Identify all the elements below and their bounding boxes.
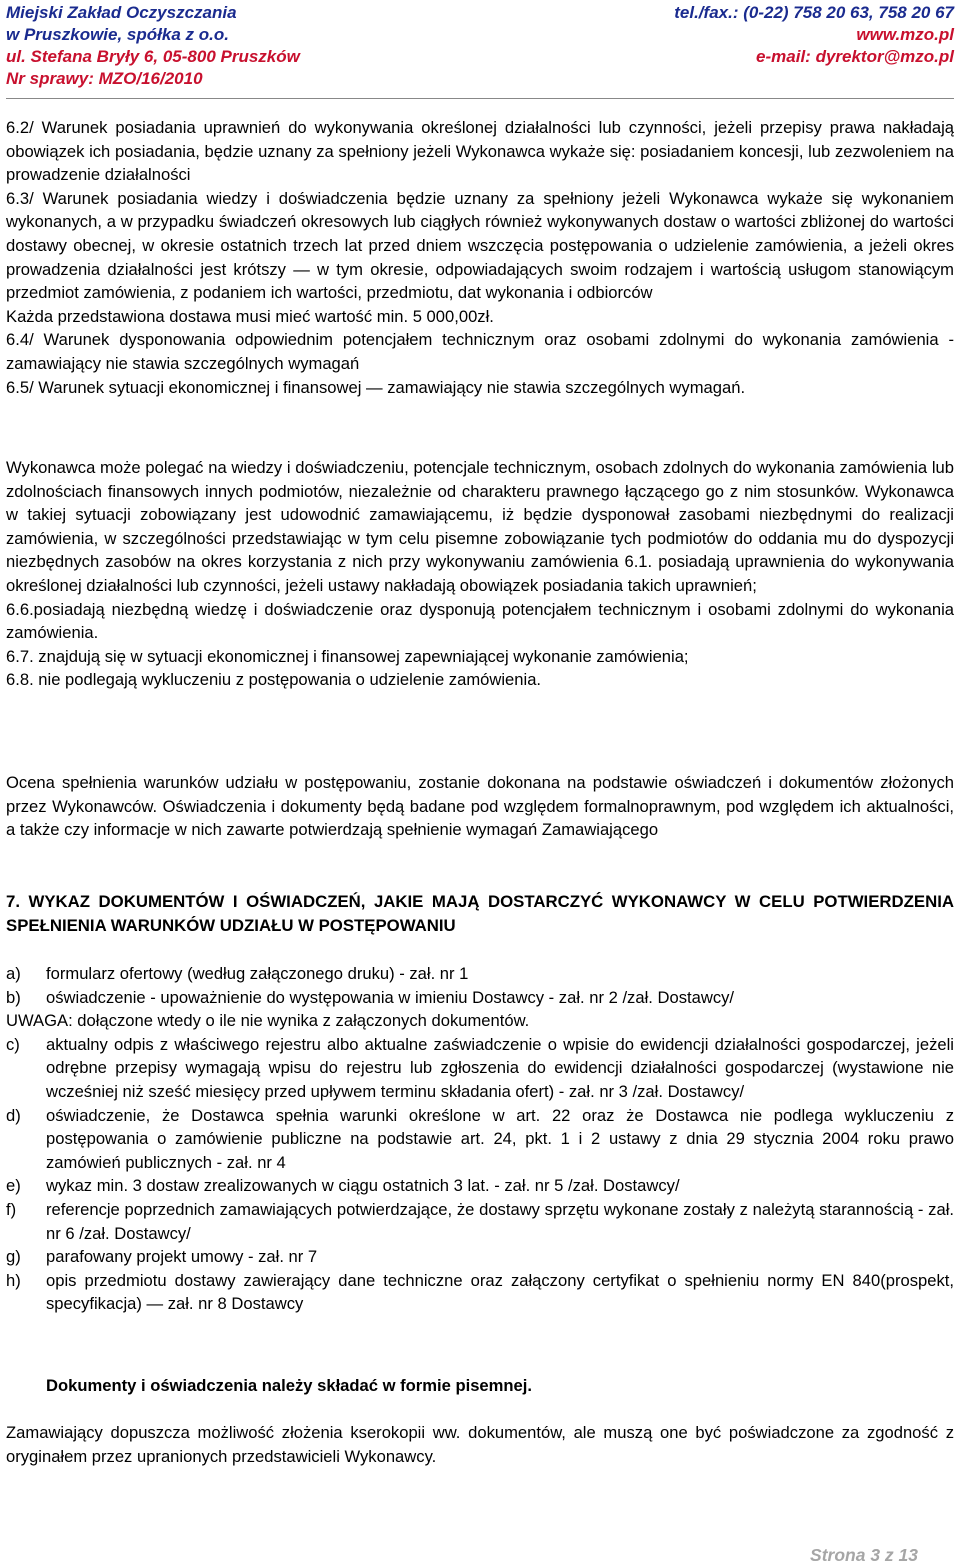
list-item-a	[6, 962, 954, 986]
written-form-text: Dokumenty i oświadczenia należy składać w formie pisemnej.	[46, 1376, 532, 1395]
documents-list	[6, 962, 954, 1316]
paragraph-6-2: 6.2/ Warunek posiadania uprawnień do wykonywania określonej działalności lub czynności, jeżeli przepisy prawa nakładają obowiązek ich posiadania, będzie uznany za spełniony jeżeli Wykonawca wykaże się: posiadaniem koncesji, lub zezwoleniem na prowadzenie działalności	[6, 118, 954, 185]
list-item-d	[6, 1104, 954, 1175]
list-item-g	[6, 1245, 954, 1269]
list-text: oświadczenie - upoważnienie do występowania w imieniu Dostawcy - zał. nr 2 /zał. Dostawcy/	[46, 987, 735, 1007]
list-text: opis przedmiotu dostawy zawierający dane techniczne oraz załączony certyfikat o spełnieniu normy EN 840(prospekt, specyfikacja) — zał. nr 8 Dostawcy	[46, 1270, 954, 1314]
section-7	[6, 890, 954, 937]
list-label: a)	[6, 964, 21, 983]
uwaga-note: UWAGA: dołączone wtedy o ile nie wynika z załączonych dokumentów.	[6, 1011, 530, 1031]
list-item-f	[6, 1198, 954, 1245]
paragraph-6-3: 6.3/ Warunek posiadania wiedzy i doświadczenia będzie uznany za spełniony jeżeli Wykonawca wykaże się wykonaniem wykonanych, a w przypadku świadczeń okresowych lub ciągłych również wykonywanych dostaw o wartości zbliżonej do wartości dostawy obecnej, w okresie ostatnich trzech lat przed dniem wszczęcia postępowania o udzielenie zamówienia, a jeżeli okres prowadzenia działalności jest krótszy — w tym okresie, odpowiadających swoim rodzajem i wartością usługom stanowiącym przedmiot zamówienia, z podaniem ich wartości, przedmiotu, dat wykonania i odbiorców	[6, 188, 954, 303]
section-7-heading: 7. WYKAZ DOKUMENTÓW I OŚWIADCZEŃ, JAKIE MAJĄ DOSTARCZYĆ WYKONAWCY W CELU POTWIERDZENIA SPEŁNIENIA WARUNKÓW UDZIAŁU W POSTĘPOWANIU	[6, 892, 954, 935]
list-text: wykaz min. 3 dostaw zrealizowanych w ciągu ostatnich 3 lat. - zał. nr 5 /zał. Dostawcy/	[46, 1176, 680, 1196]
written-form-note	[46, 1374, 954, 1398]
document-body	[6, 116, 954, 399]
list-text: parafowany projekt umowy - zał. nr 7	[46, 1247, 318, 1267]
list-item-h	[6, 1269, 954, 1316]
paragraph-resources: Wykonawca może polegać na wiedzy i doświadczeniu, potencjale technicznym, osobach zdolnych do wykonania zamówienia lub zdolnościach finansowych innych podmiotów, niezależnie od charakteru prawnego łączącego go z nim stosunków. Wykonawca w takiej sytuacji zobowiązany jest udowodnić zamawiającemu, iż będzie dysponował zasobami niezbędnymi do realizacji zamówienia, w szczególności przedstawiając w tym celu pisemne zobowiązanie tych podmiotów do oddania mu do dyspozycji niezbędnych zasobów na okres korzystania z nich przy wykonywaniu zamówienia 6.1. posiadają uprawnienia do wykonywania określonej działalności lub czynności, jeżeli ustawy nakładają obowiązek posiadania takich uprawnień;	[6, 458, 954, 595]
list-label: d)	[6, 1105, 21, 1125]
list-label: h)	[6, 1270, 21, 1290]
list-label: e)	[6, 1176, 21, 1196]
website-link[interactable]: www.mzo.pl	[856, 25, 954, 44]
document-body-3	[6, 771, 954, 842]
email-link[interactable]: e-mail: dyrektor@mzo.pl	[756, 47, 954, 66]
list-text: aktualny odpis z właściwego rejestru albo aktualne zaświadczenie o wpisie do ewidencji działalności gospodarczej, jeżeli odrębne przepisy wymagają wpisu do rejestru lub zgłoszenia do ewidencji działalności gospodarczej (wystawione nie wcześniej niż sześć miesięcy przed upływem terminu składania ofert) - zał. nr 3 /zał. Dostawcy/	[46, 1034, 954, 1101]
document-body-2	[6, 456, 954, 692]
list-item-c	[6, 1033, 954, 1104]
case-number: Nr sprawy: MZO/16/2010	[6, 69, 203, 88]
list-label: c)	[6, 1034, 20, 1054]
list-item-b	[6, 986, 954, 1010]
company-address: ul. Stefana Bryły 6, 05-800 Pruszków	[6, 47, 300, 66]
paragraph-6-3-min-value: Każda przedstawiona dostawa musi mieć wartość min. 5 000,00zł.	[6, 306, 494, 326]
paragraph-evaluation: Ocena spełnienia warunków udziału w postępowaniu, zostanie dokonana na podstawie oświadczeń i dokumentów złożonych przez Wykonawców. Oświadczenia i dokumenty będą badane pod względem formalnoprawnym, pod względem ich aktualności, a także czy informacje w nich zawarte potwierdzają spełnienie wymagań Zamawiającego	[6, 773, 954, 840]
list-text: formularz ofertowy (według załączonego druku) - zał. nr 1	[46, 964, 469, 983]
list-label: b)	[6, 987, 21, 1007]
paragraph-6-7: 6.7. znajdują się w sytuacji ekonomicznej i finansowej zapewniającej wykonanie zamówienia;	[6, 646, 689, 666]
page-number: Strona 3 z 13	[810, 1545, 918, 1565]
paragraph-copies: Zamawiający dopuszcza możliwość złożenia kserokopii ww. dokumentów, ale muszą one być poświadczone za zgodność z oryginałem przez upranionych przedstawicieli Wykonawcy.	[6, 1423, 954, 1466]
phone-fax: tel./fax.: (0-22) 758 20 63, 758 20 67	[674, 3, 954, 22]
company-city: w Pruszkowie, spółka z o.o.	[6, 25, 229, 44]
list-item-e	[6, 1174, 954, 1198]
paragraph-6-4: 6.4/ Warunek dysponowania odpowiednim potencjałem technicznym oraz osobami zdolnymi do wykonania zamówienia - zamawiający nie stawia szczególnych wymagań	[6, 330, 954, 373]
list-label: g)	[6, 1247, 21, 1267]
company-name: Miejski Zakład Oczyszczania	[6, 3, 237, 22]
paragraph-6-5: 6.5/ Warunek sytuacji ekonomicznej i finansowej — zamawiający nie stawia szczególnych wymagań.	[6, 377, 746, 397]
list-text: oświadczenie, że Dostawca spełnia warunki określone w art. 22 oraz że Dostawca nie podlega wykluczeniu z postępowania o zamówienie publiczne na podstawie art. 24, pkt. 1 i 2 ustawy z dnia 29 stycznia 2004 roku prawo zamówień publicznych - zał. nr 4	[46, 1105, 954, 1172]
header-divider	[6, 98, 954, 99]
list-text: referencje poprzednich zamawiających potwierdzające, że dostawy sprzętu wykonane zostały z należytą starannością - zał. nr 6 /zał. Dostawcy/	[46, 1199, 954, 1243]
paragraph-6-6: 6.6.posiadają niezbędną wiedzę i doświadczenie oraz dysponują potencjałem technicznym i osobami zdolnymi do wykonania zamówienia.	[6, 599, 954, 643]
list-label: f)	[6, 1199, 17, 1219]
copies-note	[6, 1421, 954, 1468]
paragraph-6-8: 6.8. nie podlegają wykluczeniu z postępowania o udzielenie zamówienia.	[6, 670, 542, 690]
